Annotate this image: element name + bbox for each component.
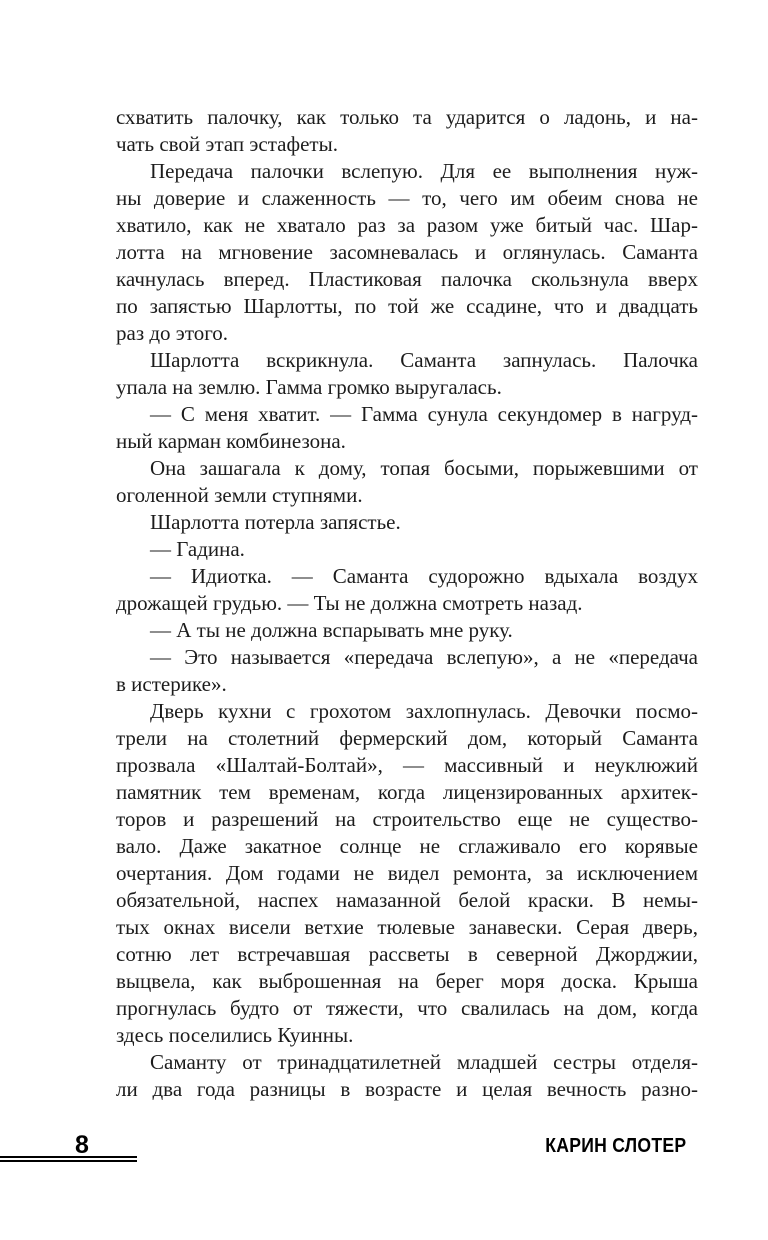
- text-line: хватило, как не хватало раз за разом уже битый час. Шар-: [116, 213, 698, 237]
- page-footer: [0, 1125, 768, 1185]
- text-line: Передача палочки вслепую. Для ее выполнения нуж-: [150, 159, 698, 183]
- text-line: дрожащей грудью. — Ты не должна смотреть назад.: [116, 591, 583, 615]
- text-line: трели на столетний фермерский дом, который Саманта: [116, 726, 698, 750]
- text-line: торов и разрешений на строительство еще не существо-: [116, 807, 698, 831]
- text-line: Шарлотта вскрикнула. Саманта запнулась. Палочка: [150, 348, 698, 372]
- body-text: [116, 104, 698, 1103]
- text-line: прозвала «Шалтай-Болтай», — массивный и неуклюжий: [116, 753, 698, 777]
- text-line: — Это называется «передача вслепую», а не «передача: [150, 645, 698, 669]
- text-line: обязательной, наспех намазанной белой краски. В немы-: [116, 888, 698, 912]
- text-line: памятник тем временам, когда лицензированных архитек-: [116, 780, 698, 804]
- text-line: очертания. Дом годами не видел ремонта, за исключением: [116, 861, 698, 885]
- text-line: — Идиотка. — Саманта судорожно вдыхала воздух: [150, 564, 698, 588]
- footer-double-rule: [0, 1156, 137, 1162]
- text-line: Саманту от тринадцатилетней младшей сестры отделя-: [150, 1050, 698, 1074]
- text-line: чать свой этап эстафеты.: [116, 132, 338, 156]
- text-line: Дверь кухни с грохотом захлопнулась. Девочки посмо-: [150, 699, 698, 723]
- text-line: — А ты не должна вспарывать мне руку.: [150, 618, 513, 642]
- text-line: раз до этого.: [116, 321, 229, 345]
- text-line: упала на землю. Гамма громко выругалась.: [116, 375, 502, 399]
- text-line: в истерике».: [116, 672, 227, 696]
- text-line: Она зашагала к дому, топая босыми, порыжевшими от: [150, 456, 698, 480]
- text-line: ли два года разницы в возрасте и целая вечность разно-: [116, 1077, 698, 1101]
- text-line: сотню лет встречавшая рассветы в северной Джорджии,: [116, 942, 698, 966]
- text-line: по запястью Шарлотты, по той же ссадине, что и двадцать: [116, 294, 698, 318]
- text-line: — Гадина.: [150, 537, 245, 561]
- text-line: здесь поселились Куинны.: [116, 1023, 354, 1047]
- text-line: прогнулась будто от тяжести, что свалилась на дом, когда: [116, 996, 698, 1020]
- text-line: схватить палочку, как только та ударится о ладонь, и на-: [116, 105, 698, 129]
- text-line: Шарлотта потерла запястье.: [150, 510, 401, 534]
- page-number: 8: [75, 1131, 89, 1159]
- running-title-author: КАРИН СЛОТЕР: [544, 1135, 686, 1157]
- text-line: выцвела, как выброшенная на берег моря доска. Крыша: [116, 969, 698, 993]
- text-line: ны доверие и слаженность — то, чего им обеим снова не: [116, 186, 698, 210]
- text-line: тых окнах висели ветхие тюлевые занавески. Серая дверь,: [116, 915, 698, 939]
- text-line: качнулась вперед. Пластиковая палочка скользнула вверх: [116, 267, 698, 291]
- text-line: вало. Даже закатное солнце не сглаживало его корявые: [116, 834, 698, 858]
- text-line: оголенной земли ступнями.: [116, 483, 363, 507]
- text-line: ный карман комбинезона.: [116, 429, 346, 453]
- text-line: лотта на мгновение засомневалась и оглянулась. Саманта: [116, 240, 698, 264]
- text-line: — С меня хватит. — Гамма сунула секундомер в нагруд-: [150, 402, 698, 426]
